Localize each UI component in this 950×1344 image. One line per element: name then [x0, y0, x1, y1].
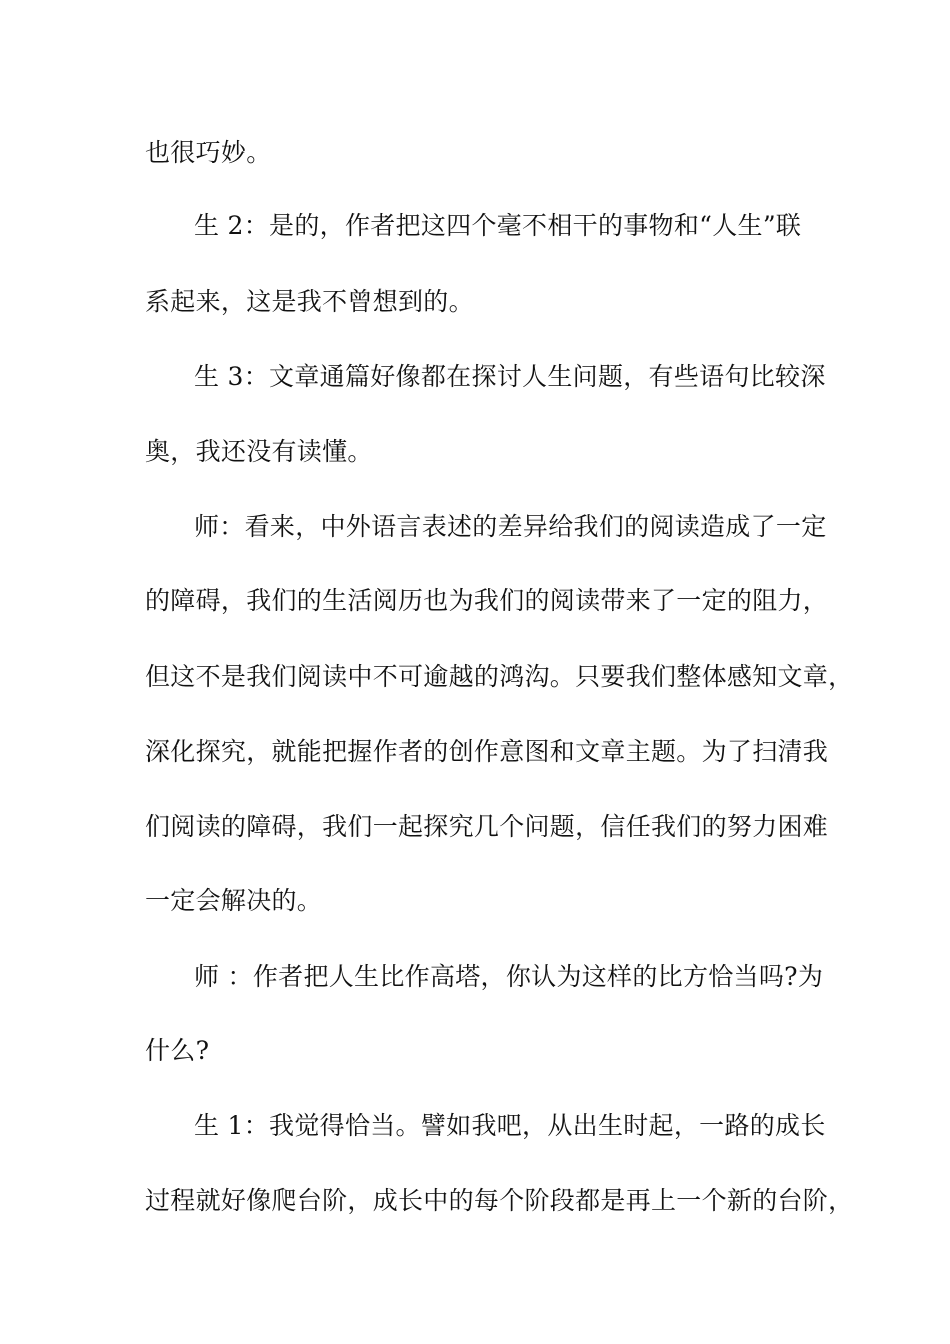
text-line: 一定会解决的。 — [145, 886, 323, 915]
text-line: 的障碍，我们的生活阅历也为我们的阅读带来了一定的阻力， — [145, 586, 829, 615]
text-line: 什么? — [145, 1036, 210, 1065]
text-line: 过程就好像爬台阶，成长中的每个阶段都是再上一个新的台阶， — [145, 1186, 854, 1215]
text-line: 深化探究，就能把握作者的创作意图和文章主题。为了扫清我 — [145, 737, 829, 766]
text-line: 但这不是我们阅读中不可逾越的鸿沟。只要我们整体感知文章， — [145, 662, 854, 691]
text-line: 奥，我还没有读懂。 — [145, 437, 373, 466]
text-line: 们阅读的障碍，我们一起探究几个问题，信任我们的努力困难 — [145, 812, 829, 841]
text-line: 系起来，这是我不曾想到的。 — [145, 287, 474, 316]
text-line: 师 ：作者把人生比作高塔，你认为这样的比方恰当吗?为 — [194, 962, 824, 991]
text-line: 生 1：我觉得恰当。譬如我吧，从出生时起，一路的成长 — [194, 1111, 826, 1140]
text-line: 生 3：文章通篇好像都在探讨人生问题，有些语句比较深 — [194, 362, 826, 391]
text-line: 也很巧妙。 — [145, 138, 272, 167]
text-line: 生 2：是的，作者把这四个毫不相干的事物和“人生”联 — [194, 211, 802, 240]
text-line: 师：看来，中外语言表述的差异给我们的阅读造成了一定 — [194, 512, 827, 541]
